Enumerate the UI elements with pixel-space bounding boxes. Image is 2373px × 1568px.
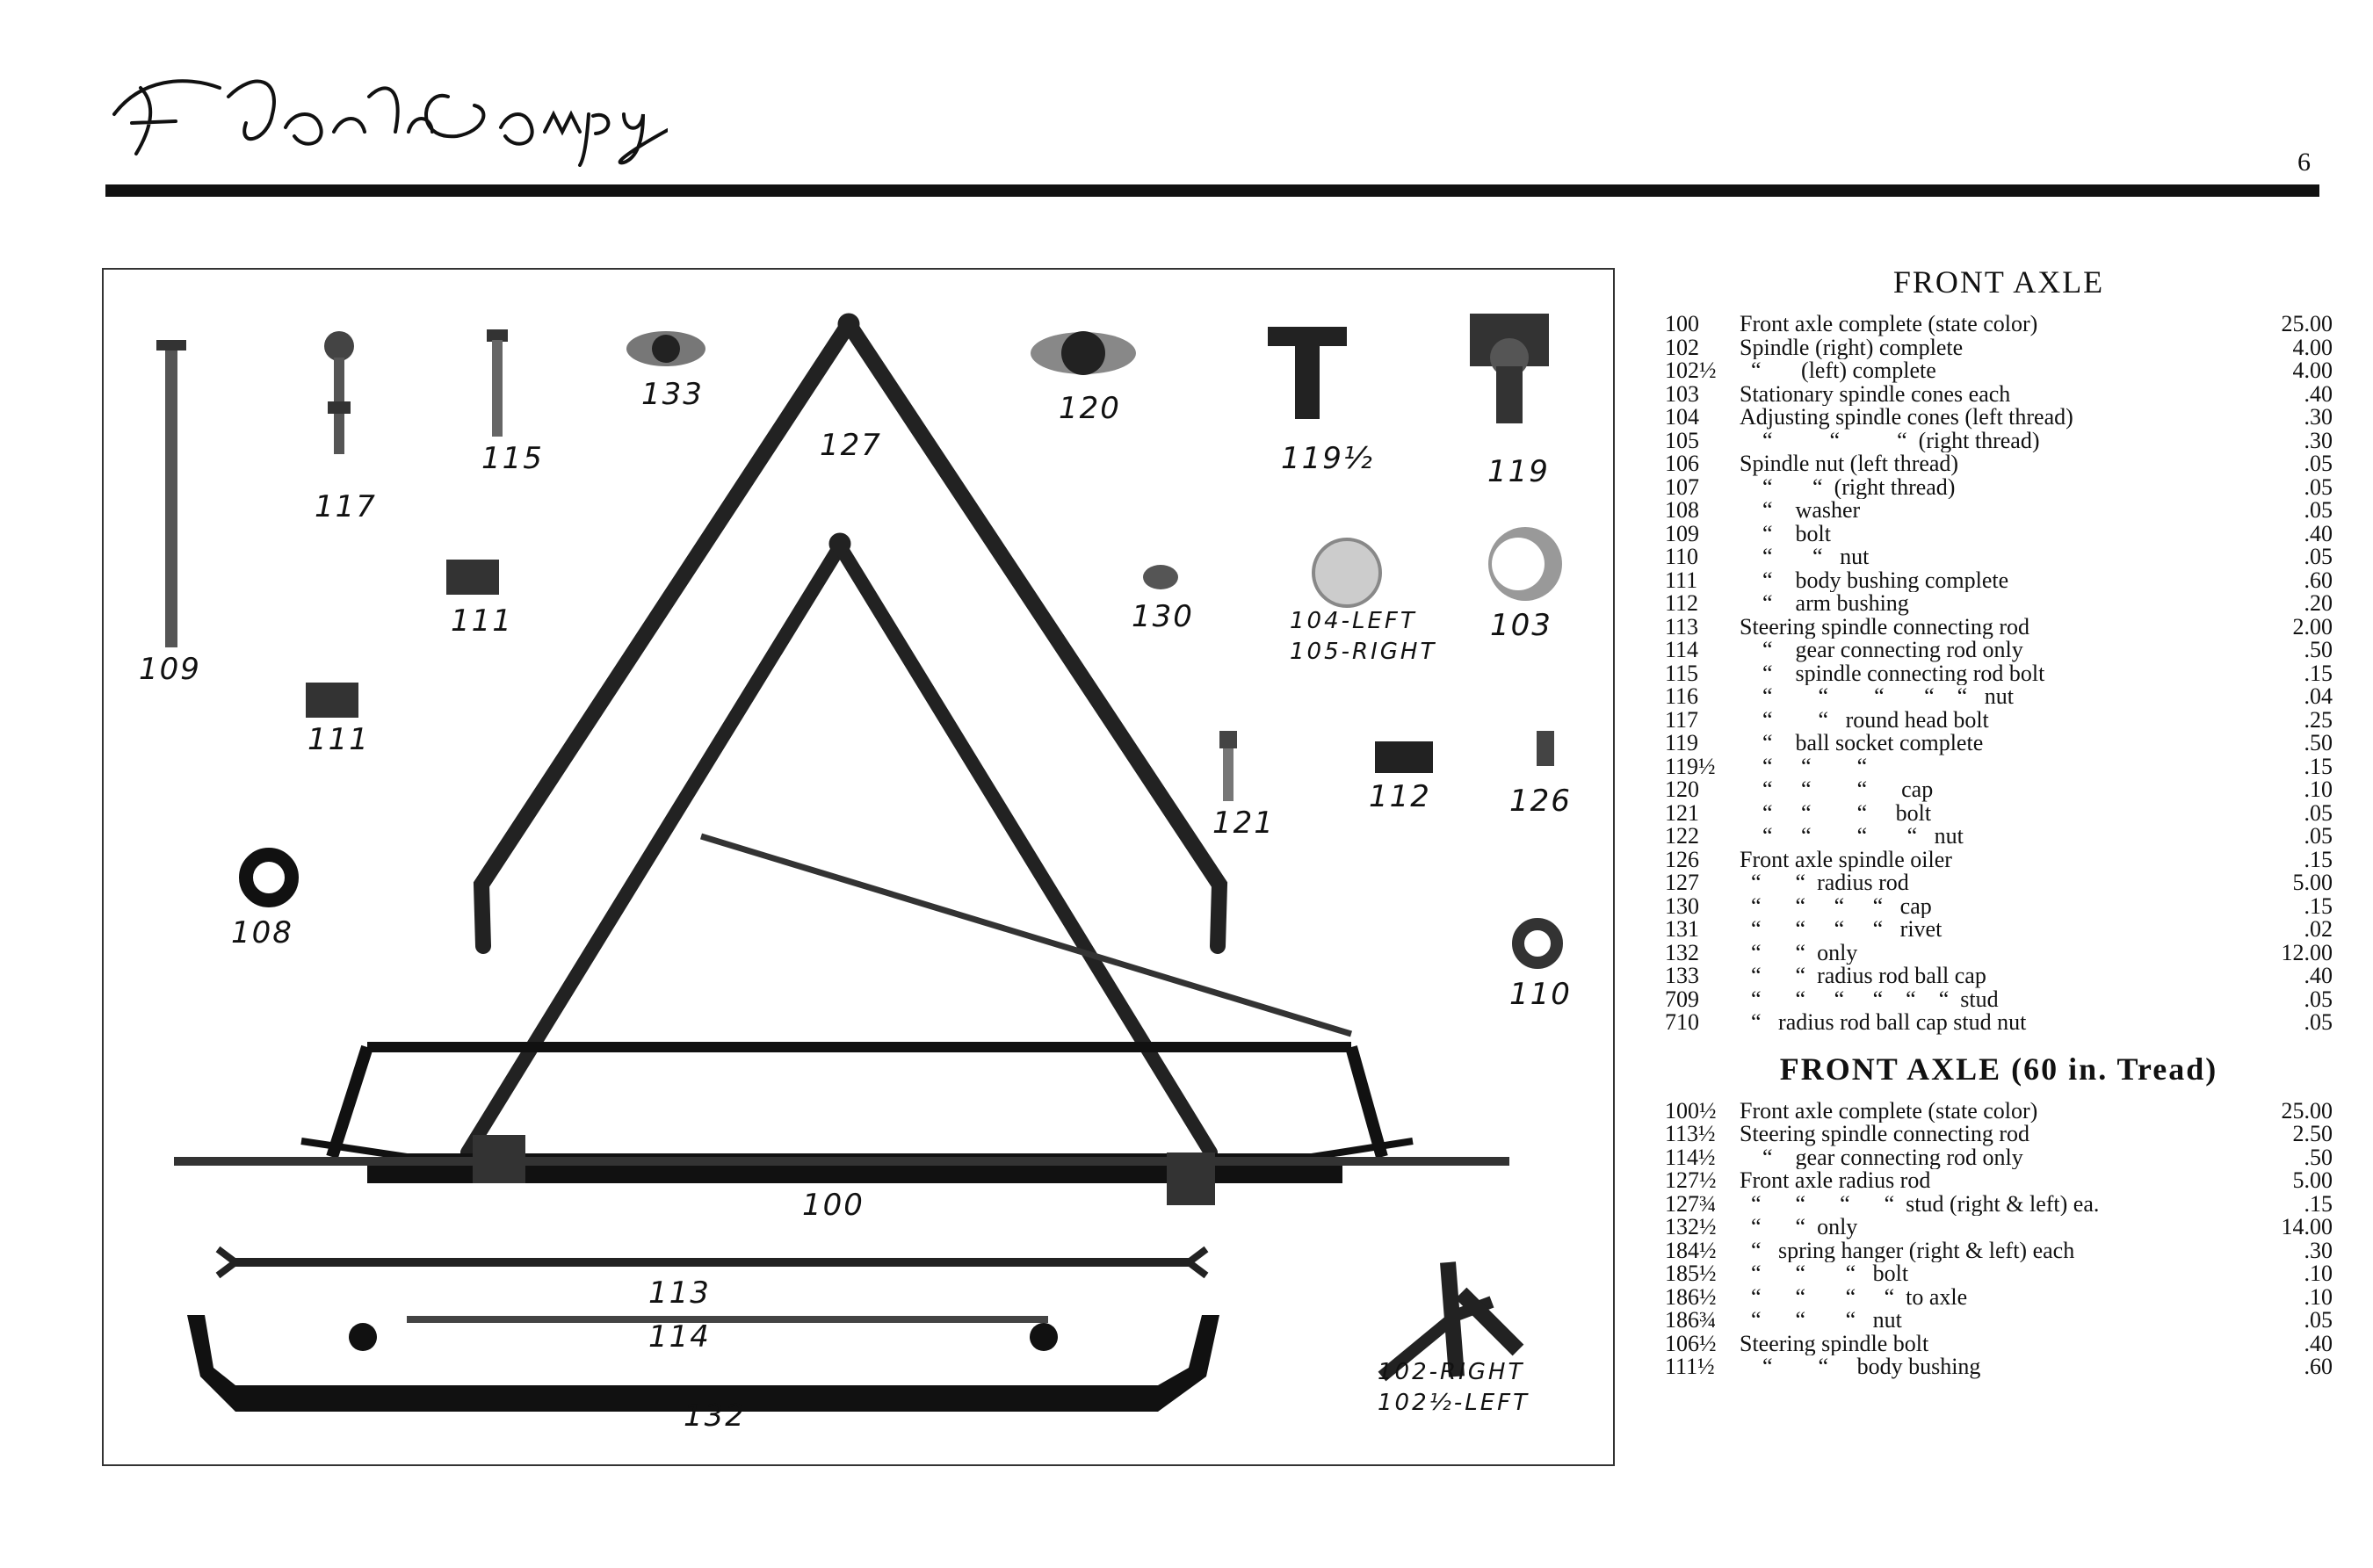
part-price: .50 (2304, 730, 2333, 755)
part-number: 127½ (1665, 1167, 1717, 1193)
part-133-cap (626, 331, 705, 366)
part-row (1665, 1262, 2333, 1286)
ford-motor-company-logo (105, 61, 668, 167)
part-price: 5.00 (2292, 870, 2333, 895)
part-description: “ “ radius rod (1740, 871, 1909, 895)
part-price: .40 (2304, 380, 2333, 407)
part-price: .05 (2304, 544, 2333, 569)
part-112-bushing (1375, 741, 1433, 773)
part-price: .05 (2304, 1009, 2333, 1035)
part-row (1665, 1169, 2333, 1193)
label-104-left: 104-LEFT (1290, 608, 1417, 634)
part-description: “ “ “ (1740, 755, 1868, 778)
part-103-cone (1488, 527, 1562, 601)
part-description: “ ball socket complete (1740, 732, 1984, 755)
label-119half: 119½ (1281, 441, 1374, 476)
part-price: .10 (2304, 1261, 2333, 1286)
part-price: .25 (2304, 706, 2333, 733)
front-axle-60-rows (1665, 1097, 2333, 1379)
part-row (1665, 939, 2333, 965)
part-description: Steering spindle bolt (1740, 1332, 1929, 1355)
part-description: “ “ “ “ nut (1740, 825, 1964, 849)
label-111-a: 111 (451, 603, 513, 639)
part-row (1665, 359, 2333, 383)
price-list (1665, 264, 2333, 1379)
part-number: 710 (1665, 1009, 1699, 1035)
part-number: 186¾ (1665, 1307, 1717, 1333)
part-row (1665, 1239, 2333, 1263)
part-description: “ “ only (1740, 1216, 1858, 1239)
part-description: “ “ “ bolt (1740, 801, 1932, 825)
part-number: 122 (1665, 823, 1699, 849)
part-117-bolt (324, 331, 354, 454)
part-100-front-axle (174, 1047, 1509, 1205)
part-row (1665, 313, 2333, 336)
part-row (1665, 520, 2333, 546)
label-105-right: 105-RIGHT (1290, 639, 1437, 665)
part-price: .05 (2304, 823, 2333, 849)
part-price: .50 (2304, 1144, 2333, 1170)
part-number: 106 (1665, 451, 1699, 476)
part-price: 4.00 (2292, 334, 2333, 360)
part-number: 119 (1665, 730, 1699, 755)
part-price: .50 (2304, 637, 2333, 662)
part-number: 132½ (1665, 1214, 1717, 1239)
part-number: 186½ (1665, 1283, 1717, 1310)
part-number: 115 (1665, 660, 1699, 686)
part-price: 2.50 (2292, 1121, 2333, 1146)
part-price: .30 (2304, 1237, 2333, 1263)
part-price: .05 (2304, 986, 2333, 1012)
part-111-bushing-a (446, 560, 499, 595)
part-price: .15 (2304, 1190, 2333, 1217)
front-axle-rows (1665, 313, 2333, 1035)
part-number: 100 (1665, 311, 1699, 336)
part-number: 185½ (1665, 1261, 1717, 1286)
part-119-socket (1470, 314, 1549, 423)
part-description: “ “ “ cap (1740, 778, 1934, 802)
part-number: 114½ (1665, 1144, 1716, 1170)
part-price: .04 (2304, 683, 2333, 709)
part-description: “ “ “ “ stud (right & left) ea. (1740, 1192, 2100, 1216)
part-119half (1268, 327, 1347, 419)
part-description: “ washer (1740, 499, 1861, 523)
part-row (1665, 639, 2333, 662)
part-number: 126 (1665, 846, 1699, 872)
part-104-cone (1313, 539, 1380, 606)
part-description: “ “ “ “ “ “ stud (1740, 987, 1999, 1011)
part-113-connecting-rod (218, 1249, 1206, 1275)
part-number: 709 (1665, 986, 1699, 1012)
part-row (1665, 1309, 2333, 1333)
part-row (1665, 499, 2333, 523)
part-description: “ “ only (1740, 941, 1858, 965)
part-description: Adjusting spindle cones (left thread) (1740, 406, 2073, 430)
part-description: “ “ (right thread) (1740, 475, 1956, 499)
label-115: 115 (481, 441, 544, 476)
part-description: Steering spindle connecting rod (1740, 1123, 2029, 1146)
part-row (1665, 825, 2333, 849)
part-number: 109 (1665, 520, 1699, 546)
part-number: 105 (1665, 427, 1699, 453)
part-row (1665, 406, 2333, 430)
part-row (1665, 755, 2333, 779)
part-price: .60 (2304, 1354, 2333, 1379)
header-rule (105, 184, 2319, 197)
part-price: .15 (2304, 892, 2333, 919)
part-price: 5.00 (2292, 1167, 2333, 1193)
part-description: “ “ “ “ rivet (1740, 918, 1943, 942)
part-price: 4.00 (2292, 358, 2333, 383)
part-row (1665, 592, 2333, 616)
label-127: 127 (820, 428, 882, 463)
part-price: .15 (2304, 846, 2333, 872)
part-price: 14.00 (2281, 1214, 2333, 1239)
part-description: Front axle radius rod (1740, 1169, 1931, 1193)
part-number: 102 (1665, 334, 1699, 360)
part-number: 117 (1665, 706, 1699, 733)
part-100-radius-rod-inner (467, 533, 1211, 1153)
part-number: 108 (1665, 497, 1699, 523)
label-121: 121 (1212, 806, 1275, 841)
part-description: “ gear connecting rod only (1740, 639, 2023, 662)
part-price: .30 (2304, 427, 2333, 453)
part-115-bolt (487, 329, 508, 437)
part-price: .05 (2304, 451, 2333, 476)
part-description: Front axle spindle oiler (1740, 848, 1952, 871)
part-row (1665, 918, 2333, 942)
part-row (1665, 778, 2333, 802)
label-119: 119 (1487, 454, 1550, 489)
label-114: 114 (648, 1319, 711, 1355)
part-number: 111 (1665, 567, 1698, 593)
part-price: .02 (2304, 916, 2333, 942)
part-description: “ radius rod ball cap stud nut (1740, 1011, 2027, 1035)
part-description: “ “ “ “ to axle (1740, 1285, 1968, 1309)
part-price: 2.00 (2292, 613, 2333, 639)
part-number: 116 (1665, 683, 1699, 709)
part-110-nut (1518, 924, 1557, 963)
label-133: 133 (641, 377, 704, 412)
part-121-bolt (1219, 731, 1237, 801)
part-price: 25.00 (2281, 311, 2333, 336)
part-number: 102½ (1665, 358, 1717, 383)
section-title-front-axle: FRONT AXLE (1892, 264, 2105, 300)
part-description: Spindle (right) complete (1740, 336, 1964, 359)
label-109: 109 (139, 652, 201, 687)
part-description: “ “ “ “ cap (1740, 894, 1932, 918)
part-row (1665, 380, 2333, 407)
part-row (1665, 1146, 2333, 1170)
part-price: .60 (2304, 567, 2333, 593)
label-117: 117 (315, 489, 377, 524)
part-price: .05 (2304, 799, 2333, 826)
part-description: “ “ nut (1740, 546, 1870, 569)
part-number: 113 (1665, 613, 1699, 639)
part-111-bushing-b (306, 683, 358, 718)
label-112: 112 (1369, 779, 1431, 814)
part-description: “ (left) complete (1740, 359, 1936, 383)
part-number: 119½ (1665, 753, 1716, 779)
part-description: Stationary spindle cones each (1740, 382, 2011, 406)
part-row (1665, 988, 2333, 1012)
part-126-oiler (1537, 731, 1554, 766)
part-row (1665, 732, 2333, 755)
part-number: 107 (1665, 473, 1699, 500)
label-130: 130 (1132, 599, 1194, 634)
part-row (1665, 1283, 2333, 1310)
part-number: 106½ (1665, 1330, 1717, 1356)
part-number: 104 (1665, 404, 1699, 430)
label-103: 103 (1490, 608, 1552, 643)
part-row (1665, 685, 2333, 709)
part-row (1665, 1190, 2333, 1217)
part-number: 130 (1665, 892, 1699, 919)
label-108: 108 (231, 915, 293, 950)
part-number: 133 (1665, 963, 1699, 988)
part-description: “ gear connecting rod only (1740, 1145, 2023, 1169)
label-102half-left: 102½-LEFT (1378, 1390, 1530, 1416)
label-100: 100 (802, 1188, 865, 1223)
part-price: .05 (2304, 1307, 2333, 1333)
label-111-b: 111 (307, 722, 370, 757)
part-row (1665, 569, 2333, 593)
page-number: 6 (2297, 148, 2311, 177)
part-number: 103 (1665, 380, 1699, 407)
part-price: .15 (2304, 660, 2333, 686)
part-price: 12.00 (2281, 939, 2333, 965)
part-description: Front axle complete (state color) (1740, 313, 2038, 336)
part-number: 120 (1665, 777, 1699, 802)
part-description: “ “ “ bolt (1740, 1262, 1909, 1286)
part-description: Front axle complete (state color) (1740, 1099, 2038, 1123)
part-price: .05 (2304, 497, 2333, 523)
part-row (1665, 1011, 2333, 1035)
part-row (1665, 1330, 2333, 1356)
part-number: 111½ (1665, 1354, 1715, 1379)
part-row (1665, 336, 2333, 360)
part-description: Spindle nut (left thread) (1740, 452, 1959, 476)
part-row (1665, 846, 2333, 872)
part-number: 112 (1665, 590, 1699, 616)
part-row (1665, 452, 2333, 476)
part-row (1665, 662, 2333, 686)
part-description: “ bolt (1740, 522, 1831, 546)
part-108-washer (246, 855, 292, 900)
part-row (1665, 473, 2333, 500)
part-number: 127¾ (1665, 1190, 1717, 1217)
part-description: “ “ “ “ “ nut (1740, 685, 2014, 709)
part-price: .40 (2304, 520, 2333, 546)
part-row (1665, 427, 2333, 453)
part-price: .15 (2304, 753, 2333, 779)
part-row (1665, 1123, 2333, 1146)
part-120-cap (1031, 331, 1136, 375)
part-number: 184½ (1665, 1237, 1717, 1263)
part-row (1665, 965, 2333, 988)
part-description: “ spring hanger (right & left) each (1740, 1239, 2075, 1262)
part-description: “ body bushing complete (1740, 568, 2009, 592)
label-102-right: 102-RIGHT (1378, 1359, 1525, 1385)
part-description: “ “ “ nut (1740, 1309, 1902, 1333)
part-price: .40 (2304, 963, 2333, 988)
part-price: .30 (2304, 404, 2333, 430)
part-row (1665, 613, 2333, 639)
part-description: “ “ round head bolt (1740, 708, 1989, 732)
part-number: 131 (1665, 916, 1699, 942)
part-description: “ “ “ (right thread) (1740, 429, 2040, 452)
part-row (1665, 799, 2333, 826)
part-price: .10 (2304, 777, 2333, 802)
part-price: .20 (2304, 590, 2333, 616)
part-row (1665, 1097, 2333, 1124)
part-number: 113½ (1665, 1121, 1716, 1146)
part-price: .10 (2304, 1283, 2333, 1310)
part-number: 110 (1665, 544, 1699, 569)
part-row (1665, 871, 2333, 895)
part-row (1665, 1355, 2333, 1379)
part-130-cap (1143, 565, 1178, 589)
label-120: 120 (1059, 391, 1121, 426)
part-description: “ “ radius rod ball cap (1740, 965, 1986, 988)
label-132: 132 (684, 1398, 746, 1434)
part-row (1665, 706, 2333, 733)
label-126: 126 (1509, 784, 1572, 819)
part-price: .05 (2304, 473, 2333, 500)
part-description: “ spindle connecting rod bolt (1740, 661, 2045, 685)
part-row (1665, 546, 2333, 569)
part-price: 25.00 (2281, 1097, 2333, 1124)
part-number: 127 (1665, 870, 1699, 895)
part-number: 132 (1665, 939, 1699, 965)
part-100-drag-link (701, 836, 1351, 1034)
part-number: 100½ (1665, 1097, 1717, 1124)
section-title-front-axle-60: FRONT AXLE (60 in. Tread) (1779, 1051, 2218, 1087)
part-price: .40 (2304, 1330, 2333, 1356)
part-109-bolt (156, 340, 186, 647)
part-description: “ arm bushing (1740, 592, 1909, 616)
part-number: 114 (1665, 637, 1699, 662)
label-110: 110 (1509, 977, 1572, 1012)
label-113: 113 (648, 1275, 711, 1311)
part-row (1665, 892, 2333, 919)
part-number: 121 (1665, 799, 1699, 826)
part-row (1665, 1216, 2333, 1239)
part-description: Steering spindle connecting rod (1740, 615, 2029, 639)
parts-illustration (102, 268, 1615, 1466)
part-description: “ “ body bushing (1740, 1355, 1981, 1379)
